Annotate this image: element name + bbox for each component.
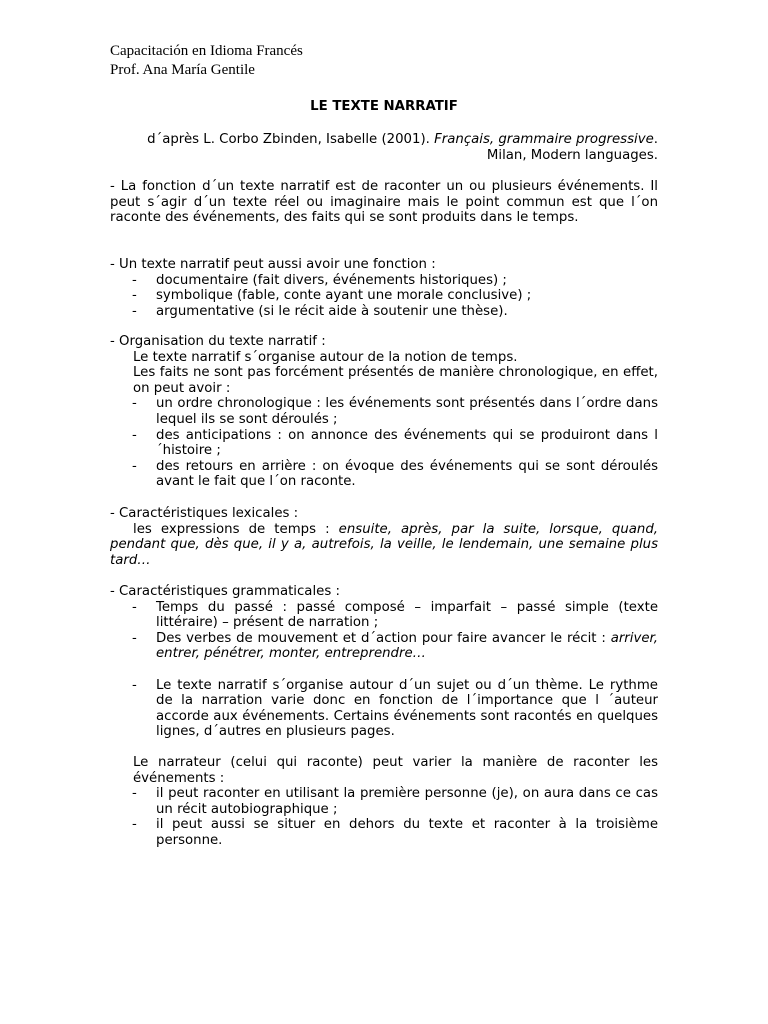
grammaticales-list (110, 600, 658, 662)
list-item: - Des verbes de mouvement et d´action pour faire avancer le récit : arriver, entrer, pénétrer, monter, entreprendre… (132, 630, 658, 662)
document-title: LE TEXTE NARRATIF (310, 99, 458, 114)
list-item: - il peut aussi se situer en dehors du texte et raconter à la troisième personne. (132, 817, 658, 848)
section-lexicales (110, 506, 658, 568)
reference-book-title: Français, grammaire progressive (434, 132, 654, 147)
narrateur-intro: Le narrateur (celui qui raconte) peut varier la manière de raconter les événements : (133, 755, 658, 786)
section-organisation (110, 334, 658, 490)
section-grammaticales (110, 584, 658, 740)
section-heading: - Caractéristiques grammaticales : (110, 584, 340, 599)
dash-bullet: - (132, 677, 137, 693)
organisation-list (110, 396, 658, 490)
reference-suffix: . (653, 132, 658, 147)
header-professor: Prof. Ana María Gentile (110, 62, 255, 78)
list-item: - argumentative (si le récit aide à soutenir une thèse). (132, 303, 508, 319)
intro-paragraph: - La fonction d´un texte narratif est de raconter un ou plusieurs événements. Il peut s´agir d´un texte réel ou imaginaire mais le point commun est que l´on raconte des événements, des faits qui se sont produits dans le temps. (110, 179, 658, 226)
section-heading: - Organisation du texte narratif : (110, 334, 326, 349)
list-item: - un ordre chronologique : les événements sont présentés dans l´ordre dans lequel ils se sont déroulés ; (132, 396, 658, 427)
fonction-list (110, 273, 658, 320)
list-item: - des anticipations : on annonce des événements qui se produiront dans l´histoire ; (132, 427, 658, 459)
lexicales-examples: ensuite, après, par la suite, lorsque, quand, pendant que, dès que, il y a, autrefois, la veille, le lendemain, une semaine plus tard… (110, 521, 658, 568)
dash-bullet: - (132, 427, 137, 443)
dash-bullet: - (132, 458, 137, 474)
reference-prefix: d´après L. Corbo Zbinden, Isabelle (2001). (147, 132, 435, 147)
list-item: - Temps du passé : passé composé – imparfait – passé simple (texte littéraire) – présent de narration ; (132, 599, 658, 631)
header-course: Capacitación en Idioma Francés (110, 43, 303, 59)
dash-bullet: - (132, 599, 137, 615)
dash-bullet: - (132, 817, 137, 833)
list-item: - Le texte narratif s´organise autour d´un sujet ou d´un thème. Le rythme de la narration varie donc en fonction de l´importance que l ´auteur accorde aux événements. Certains événements sont racontés en quelques lignes, d´autres en plusieurs pages. (132, 677, 658, 740)
narrateur-list (110, 786, 658, 848)
dash-bullet: - (132, 272, 137, 288)
dash-bullet: - (132, 630, 137, 646)
section-fonction (110, 257, 658, 319)
document-header (110, 42, 303, 80)
dash-bullet: - (132, 786, 137, 802)
section-heading: - Caractéristiques lexicales : (110, 506, 299, 521)
organisation-line-1: Le texte narratif s´organise autour de la notion de temps. (133, 349, 518, 365)
reference-line-2: Milan, Modern languages. (486, 147, 658, 163)
list-item: - des retours en arrière : on évoque des événements qui se sont déroulés avant le fait que l´on raconte. (132, 458, 658, 490)
reference-line-1 (110, 132, 658, 148)
grammaticales-list-2 (110, 678, 658, 740)
organisation-line-2: Les faits ne sont pas forcément présentés de manière chronologique, en effet, on peut avoir : (133, 365, 658, 396)
dash-bullet: - (132, 288, 137, 304)
list-item: - il peut raconter en utilisant la première personne (je), on aura dans ce cas un récit autobiographique ; (132, 786, 658, 817)
section-heading: - Un texte narratif peut aussi avoir une fonction : (110, 257, 436, 272)
dash-bullet: - (132, 396, 137, 412)
lexicales-lead: les expressions de temps : (133, 521, 339, 537)
list-item: - symbolique (fable, conte ayant une morale conclusive) ; (132, 288, 532, 304)
section-narrateur (110, 755, 658, 849)
dash-bullet: - (132, 303, 137, 319)
bibliographic-reference (110, 132, 658, 163)
lexicales-paragraph (110, 522, 658, 569)
list-item: - documentaire (fait divers, événements historiques) ; (132, 272, 507, 288)
verb-examples: arriver, entrer, pénétrer, monter, entreprendre… (156, 630, 658, 662)
